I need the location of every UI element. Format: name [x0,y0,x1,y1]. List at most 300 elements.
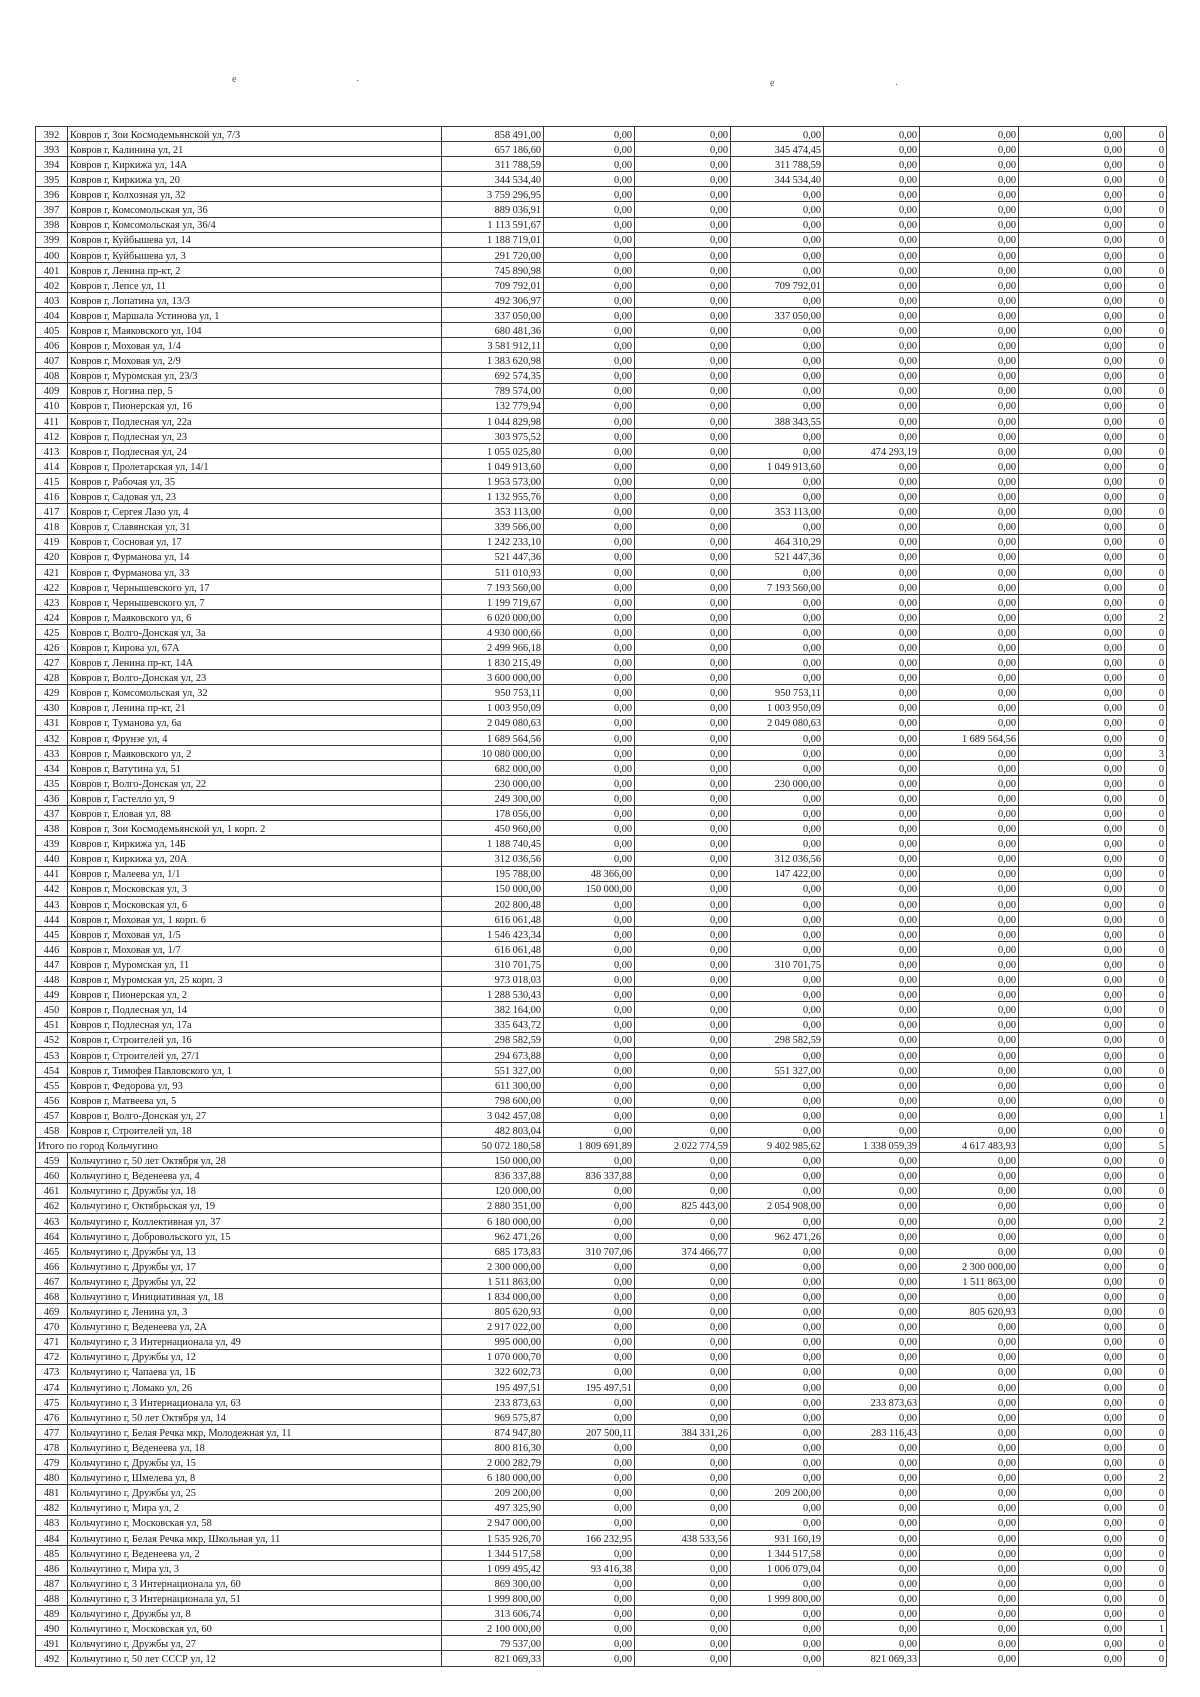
amount-col-6: 0,00 [920,610,1019,625]
amount-col-8: 0 [1125,1606,1167,1621]
table-row [36,474,1167,489]
amount-col-2: 0,00 [544,1289,635,1304]
amount-col-7: 0,00 [1019,443,1125,458]
row-number: 412 [36,428,68,443]
amount-col-5: 0,00 [824,1304,920,1319]
table-row [36,1379,1167,1394]
row-number: 461 [36,1183,68,1198]
amount-col-8: 0 [1125,549,1167,564]
row-number: 444 [36,911,68,926]
amount-col-5: 0,00 [824,1183,920,1198]
amount-col-7: 0,00 [1019,1047,1125,1062]
amount-col-5: 0,00 [824,308,920,323]
amount-col-4: 0,00 [731,202,824,217]
row-number: 472 [36,1349,68,1364]
amount-col-4: 344 534,40 [731,172,824,187]
amount-col-1: 6 180 000,00 [442,1213,544,1228]
row-number: 417 [36,504,68,519]
amount-col-7: 0,00 [1019,610,1125,625]
amount-col-1: 230 000,00 [442,776,544,791]
amount-col-4: 0,00 [731,791,824,806]
amount-col-2: 0,00 [544,1304,635,1319]
amount-col-3: 0,00 [635,519,731,534]
amount-col-8: 0 [1125,1153,1167,1168]
amount-col-1: 2 880 351,00 [442,1198,544,1213]
address: Кольчугино г, 3 Интернационала ул, 60 [68,1576,442,1591]
amount-col-5: 0,00 [824,293,920,308]
row-number: 435 [36,776,68,791]
amount-col-5: 474 293,19 [824,443,920,458]
row-number: 443 [36,896,68,911]
row-number: 418 [36,519,68,534]
amount-col-7: 0,00 [1019,1304,1125,1319]
amount-col-8: 0 [1125,383,1167,398]
amount-col-8: 2 [1125,1470,1167,1485]
amount-col-4: 0,00 [731,1425,824,1440]
amount-col-8: 0 [1125,821,1167,836]
amount-col-3: 0,00 [635,1470,731,1485]
amount-col-6: 0,00 [920,157,1019,172]
table-row [36,1515,1167,1530]
amount-col-7: 0,00 [1019,1153,1125,1168]
table-row [36,1062,1167,1077]
table-row [36,353,1167,368]
amount-col-7: 0,00 [1019,474,1125,489]
row-number: 475 [36,1394,68,1409]
amount-col-5: 0,00 [824,338,920,353]
amount-col-4: 0,00 [731,640,824,655]
amount-col-5: 0,00 [824,459,920,474]
amount-col-8: 0 [1125,338,1167,353]
amount-col-7: 0,00 [1019,1002,1125,1017]
amount-col-5: 0,00 [824,715,920,730]
row-number: 452 [36,1032,68,1047]
table-row [36,127,1167,142]
amount-col-1: 869 300,00 [442,1576,544,1591]
amount-col-7: 0,00 [1019,1334,1125,1349]
amount-col-3: 0,00 [635,760,731,775]
address: Ковров г, Сергея Лазо ул, 4 [68,504,442,519]
amount-col-8: 0 [1125,1334,1167,1349]
amount-col-6: 0,00 [920,1440,1019,1455]
table-row [36,1394,1167,1409]
table-row [36,1243,1167,1258]
address: Кольчугино г, Дружбы ул, 13 [68,1243,442,1258]
address: Ковров г, Тимофея Павловского ул, 1 [68,1062,442,1077]
row-number: 403 [36,293,68,308]
amount-col-7: 0,00 [1019,353,1125,368]
amount-col-3: 0,00 [635,1409,731,1424]
amount-col-1: 150 000,00 [442,881,544,896]
amount-col-4: 0,00 [731,1515,824,1530]
amount-col-6: 0,00 [920,881,1019,896]
address: Кольчугино г, Веденеева ул, 18 [68,1440,442,1455]
amount-col-1: 1 953 573,00 [442,474,544,489]
amount-col-4: 0,00 [731,896,824,911]
amount-col-1: 249 300,00 [442,791,544,806]
amount-col-6: 0,00 [920,1093,1019,1108]
amount-col-5: 0,00 [824,202,920,217]
amount-col-3: 0,00 [635,1349,731,1364]
amount-col-7: 0,00 [1019,851,1125,866]
amount-col-4: 0,00 [731,1213,824,1228]
amount-col-2: 0,00 [544,972,635,987]
address: Кольчугино г, Дружбы ул, 27 [68,1636,442,1651]
row-number: 446 [36,942,68,957]
amount-col-8: 0 [1125,625,1167,640]
address: Кольчугино г, 50 лет Октября ул, 28 [68,1153,442,1168]
amount-col-5: 0,00 [824,791,920,806]
amount-col-3: 0,00 [635,1455,731,1470]
table-row [36,504,1167,519]
amount-col-8: 0 [1125,1425,1167,1440]
amount-col-1: 291 720,00 [442,247,544,262]
table-row [36,1047,1167,1062]
amount-col-3: 0,00 [635,1485,731,1500]
amount-col-7: 0,00 [1019,1228,1125,1243]
amount-col-6: 0,00 [920,1621,1019,1636]
amount-col-4: 388 343,55 [731,413,824,428]
amount-col-1: 311 788,59 [442,157,544,172]
amount-col-4: 0,00 [731,217,824,232]
table-row [36,851,1167,866]
amount-col-4: 0,00 [731,1621,824,1636]
amount-col-2: 0,00 [544,1198,635,1213]
table-row [36,610,1167,625]
amount-col-6: 0,00 [920,987,1019,1002]
amount-col-2: 0,00 [544,534,635,549]
amount-col-7: 0,00 [1019,1289,1125,1304]
amount-col-7: 0,00 [1019,1576,1125,1591]
amount-col-6: 0,00 [920,247,1019,262]
amount-col-4: 950 753,11 [731,685,824,700]
amount-col-7: 0,00 [1019,262,1125,277]
amount-col-8: 0 [1125,942,1167,957]
address: Кольчугино г, Дружбы ул, 18 [68,1183,442,1198]
amount-col-5: 0,00 [824,1379,920,1394]
amount-col-4: 0,00 [731,745,824,760]
table-row [36,1470,1167,1485]
amount-col-7: 0,00 [1019,715,1125,730]
amount-col-8: 0 [1125,443,1167,458]
amount-col-5: 0,00 [824,1259,920,1274]
amount-col-5: 0,00 [824,1032,920,1047]
amount-col-1: 1 383 620,98 [442,353,544,368]
amount-col-6: 0,00 [920,443,1019,458]
amount-col-2: 0,00 [544,1606,635,1621]
amount-col-3: 0,00 [635,1017,731,1032]
amount-col-1: 195 497,51 [442,1379,544,1394]
amount-col-6: 0,00 [920,1560,1019,1575]
amount-col-4: 0,00 [731,1047,824,1062]
amount-col-5: 283 116,43 [824,1425,920,1440]
amount-col-3: 0,00 [635,1304,731,1319]
table-row [36,1636,1167,1651]
amount-col-8: 1 [1125,1621,1167,1636]
address: Кольчугино г, Дружбы ул, 25 [68,1485,442,1500]
amount-col-3: 2 022 774,59 [635,1138,731,1153]
row-number: 431 [36,715,68,730]
amount-col-3: 0,00 [635,142,731,157]
amount-col-6: 0,00 [920,1591,1019,1606]
amount-col-3: 0,00 [635,293,731,308]
amount-col-2: 0,00 [544,610,635,625]
amount-col-2: 0,00 [544,1440,635,1455]
amount-col-3: 0,00 [635,655,731,670]
amount-col-4: 1 999 800,00 [731,1591,824,1606]
amount-col-3: 0,00 [635,730,731,745]
amount-col-2: 0,00 [544,1228,635,1243]
address: Кольчугино г, Дружбы ул, 8 [68,1606,442,1621]
table-row [36,594,1167,609]
address: Ковров г, Пролетарская ул, 14/1 [68,459,442,474]
amount-col-5: 0,00 [824,987,920,1002]
amount-col-5: 0,00 [824,323,920,338]
amount-col-3: 0,00 [635,262,731,277]
amount-col-6: 0,00 [920,776,1019,791]
row-number: 464 [36,1228,68,1243]
amount-col-3: 0,00 [635,1364,731,1379]
amount-col-3: 0,00 [635,443,731,458]
amount-col-1: 233 873,63 [442,1394,544,1409]
amount-col-7: 0,00 [1019,1213,1125,1228]
amount-col-7: 0,00 [1019,866,1125,881]
table-row [36,655,1167,670]
address: Ковров г, Маяковского ул, 104 [68,323,442,338]
amount-col-8: 0 [1125,157,1167,172]
amount-col-1: 3 759 296,95 [442,187,544,202]
table-row [36,715,1167,730]
amount-col-6: 0,00 [920,534,1019,549]
table-row [36,957,1167,972]
address: Ковров г, Маяковского ул, 6 [68,610,442,625]
row-number: 395 [36,172,68,187]
amount-col-6: 0,00 [920,1168,1019,1183]
amount-col-3: 0,00 [635,1002,731,1017]
amount-col-4: 0,00 [731,1183,824,1198]
amount-col-1: 209 200,00 [442,1485,544,1500]
amount-col-6: 0,00 [920,1198,1019,1213]
row-number: 470 [36,1319,68,1334]
amount-col-4: 0,00 [731,1304,824,1319]
row-number: 394 [36,157,68,172]
amount-col-6: 0,00 [920,1470,1019,1485]
amount-col-2: 0,00 [544,1093,635,1108]
amount-col-3: 0,00 [635,247,731,262]
table-row [36,262,1167,277]
address: Ковров г, Туманова ул, 6а [68,715,442,730]
amount-col-7: 0,00 [1019,942,1125,957]
amount-col-2: 0,00 [544,1349,635,1364]
amount-col-3: 0,00 [635,1213,731,1228]
amount-col-6: 4 617 483,93 [920,1138,1019,1153]
address: Кольчугино г, Ломако ул, 26 [68,1379,442,1394]
amount-col-2: 0,00 [544,1485,635,1500]
amount-col-5: 0,00 [824,428,920,443]
amount-col-2: 0,00 [544,157,635,172]
amount-col-6: 0,00 [920,1153,1019,1168]
amount-col-1: 1 132 955,76 [442,489,544,504]
amount-col-4: 0,00 [731,564,824,579]
amount-col-7: 0,00 [1019,1319,1125,1334]
amount-col-6: 0,00 [920,715,1019,730]
total-row [36,1138,1167,1153]
amount-col-2: 0,00 [544,670,635,685]
amount-col-3: 438 533,56 [635,1530,731,1545]
amount-col-6: 0,00 [920,821,1019,836]
amount-col-2: 207 500,11 [544,1425,635,1440]
amount-col-6: 0,00 [920,308,1019,323]
table-row [36,1545,1167,1560]
address: Кольчугино г, Дружбы ул, 15 [68,1455,442,1470]
table-row [36,172,1167,187]
amount-col-6: 1 689 564,56 [920,730,1019,745]
amount-col-2: 310 707,06 [544,1243,635,1258]
amount-col-2: 0,00 [544,1077,635,1092]
amount-col-8: 0 [1125,1636,1167,1651]
amount-col-4: 551 327,00 [731,1062,824,1077]
amount-col-1: 450 960,00 [442,821,544,836]
amount-col-5: 0,00 [824,1334,920,1349]
amount-col-3: 0,00 [635,594,731,609]
amount-col-6: 805 620,93 [920,1304,1019,1319]
amount-col-6: 0,00 [920,1455,1019,1470]
amount-col-2: 0,00 [544,579,635,594]
amount-col-3: 0,00 [635,1123,731,1138]
amount-col-4: 0,00 [731,1002,824,1017]
amount-col-2: 0,00 [544,685,635,700]
table-row [36,1093,1167,1108]
amount-col-8: 0 [1125,715,1167,730]
table-row [36,1198,1167,1213]
amount-col-2: 0,00 [544,519,635,534]
amount-col-7: 0,00 [1019,685,1125,700]
amount-col-1: 2 499 966,18 [442,640,544,655]
amount-col-6: 0,00 [920,1213,1019,1228]
amount-col-6: 0,00 [920,1530,1019,1545]
amount-col-7: 0,00 [1019,1198,1125,1213]
amount-col-2: 0,00 [544,247,635,262]
amount-col-3: 0,00 [635,1153,731,1168]
address: Ковров г, Подлесная ул, 24 [68,443,442,458]
amount-col-5: 0,00 [824,1576,920,1591]
amount-col-5: 0,00 [824,549,920,564]
table-row [36,1591,1167,1606]
amount-col-8: 0 [1125,1289,1167,1304]
amount-col-3: 0,00 [635,1500,731,1515]
row-number: 419 [36,534,68,549]
amount-col-6: 1 511 863,00 [920,1274,1019,1289]
amount-col-3: 0,00 [635,1168,731,1183]
amount-col-6: 0,00 [920,398,1019,413]
amount-col-4: 1 003 950,09 [731,700,824,715]
row-number: 457 [36,1108,68,1123]
amount-col-1: 1 830 215,49 [442,655,544,670]
row-number: 439 [36,836,68,851]
table-row [36,1289,1167,1304]
amount-col-5: 0,00 [824,1319,920,1334]
amount-col-7: 0,00 [1019,745,1125,760]
amount-col-6: 0,00 [920,564,1019,579]
amount-col-2: 0,00 [544,1576,635,1591]
table-row [36,1576,1167,1591]
address: Кольчугино г, Московская ул, 58 [68,1515,442,1530]
amount-col-8: 0 [1125,202,1167,217]
amount-col-8: 0 [1125,489,1167,504]
amount-col-3: 0,00 [635,1047,731,1062]
amount-col-3: 0,00 [635,1379,731,1394]
amount-col-8: 0 [1125,519,1167,534]
amount-col-3: 0,00 [635,1062,731,1077]
amount-col-3: 0,00 [635,323,731,338]
amount-col-3: 0,00 [635,1440,731,1455]
address: Ковров г, Зои Космодемьянской ул, 7/3 [68,127,442,142]
address: Кольчугино г, Белая Речка мкр, Школьная ул, 11 [68,1530,442,1545]
address: Ковров г, Ленина пр-кт, 21 [68,700,442,715]
amount-col-2: 0,00 [544,1213,635,1228]
address: Кольчугино г, Шмелева ул, 8 [68,1470,442,1485]
table-row [36,640,1167,655]
address: Ковров г, Калинина ул, 21 [68,142,442,157]
table-row [36,791,1167,806]
scan-mark: · [356,76,360,87]
register-table [35,126,1167,1667]
amount-col-8: 2 [1125,1213,1167,1228]
amount-col-3: 0,00 [635,474,731,489]
amount-col-5: 0,00 [824,1636,920,1651]
amount-col-1: 497 325,90 [442,1500,544,1515]
address: Ковров г, Гастелло ул, 9 [68,791,442,806]
table-row [36,1500,1167,1515]
address: Кольчугино г, Чапаева ул, 1Б [68,1364,442,1379]
amount-col-3: 0,00 [635,1259,731,1274]
amount-col-1: 995 000,00 [442,1334,544,1349]
amount-col-6: 0,00 [920,1576,1019,1591]
scan-mark: е [232,74,237,85]
row-number: 428 [36,670,68,685]
amount-col-4: 0,00 [731,293,824,308]
row-number: 409 [36,383,68,398]
table-row [36,1002,1167,1017]
table-row [36,579,1167,594]
amount-col-8: 0 [1125,1032,1167,1047]
amount-col-7: 0,00 [1019,670,1125,685]
amount-col-4: 0,00 [731,987,824,1002]
amount-col-3: 0,00 [635,1289,731,1304]
amount-col-1: 685 173,83 [442,1243,544,1258]
amount-col-6: 0,00 [920,972,1019,987]
amount-col-6: 0,00 [920,640,1019,655]
amount-col-2: 0,00 [544,443,635,458]
amount-col-4: 311 788,59 [731,157,824,172]
amount-col-4: 0,00 [731,926,824,941]
amount-col-6: 0,00 [920,459,1019,474]
amount-col-7: 0,00 [1019,579,1125,594]
row-number: 477 [36,1425,68,1440]
row-number: 479 [36,1455,68,1470]
amount-col-1: 303 975,52 [442,428,544,443]
amount-col-1: 858 491,00 [442,127,544,142]
amount-col-1: 1 044 829,98 [442,413,544,428]
amount-col-8: 0 [1125,640,1167,655]
row-number: 481 [36,1485,68,1500]
amount-col-5: 0,00 [824,1213,920,1228]
amount-col-2: 0,00 [544,942,635,957]
amount-col-3: 0,00 [635,187,731,202]
amount-col-3: 0,00 [635,564,731,579]
table-row [36,1153,1167,1168]
amount-col-8: 0 [1125,1364,1167,1379]
